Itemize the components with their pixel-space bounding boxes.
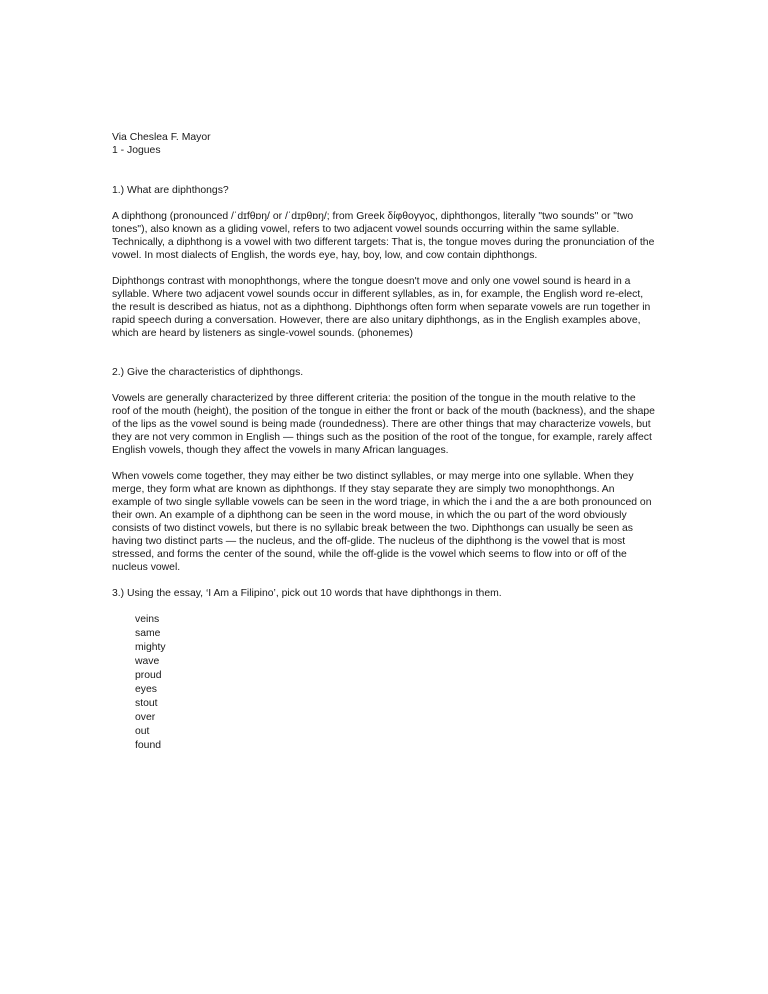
question-2: 2.) Give the characteristics of diphthongs. xyxy=(112,367,304,378)
answer-1-paragraph-2: Diphthongs contrast with monophthongs, where the tongue doesn't move and only one vowel sound is heard in a syllable. Where two adjacent vowel sounds occur in different syllables, as in, for example, the English word re-elect, the result is described as hiatus, not as a diphthong. Diphthongs often form when separate vowels are run together in rapid speech during a conversation. However, there are also unitary diphthongs, as in the English examples above, which are heard by listeners as single-vowel sounds. (phonemes) xyxy=(112,276,651,339)
list-item: found xyxy=(135,740,162,751)
list-item: mighty xyxy=(135,642,166,653)
spacer xyxy=(112,157,656,184)
document-page xyxy=(112,131,656,753)
list-item: stout xyxy=(135,698,158,709)
spacer xyxy=(112,197,656,210)
spacer xyxy=(112,340,656,366)
spacer xyxy=(112,574,656,587)
list-item: veins xyxy=(135,614,160,625)
list-item: out xyxy=(135,726,150,737)
list-item: wave xyxy=(135,656,160,667)
list-item: same xyxy=(135,628,161,639)
answer-2-paragraph-1: Vowels are generally characterized by three different criteria: the position of the tongue in the mouth relative to the roof of the mouth (height), the position of the tongue in either the front or back of the mouth (backness), and the shape of the lips as the vowel sound is being made (roundedness). There are other things that may characterize vowels, but they are not very common in English — things such as the position of the root of the tongue, for example, rarely affect English vowels, though they affect the vowels in many African languages. xyxy=(112,393,655,456)
list-item: eyes xyxy=(135,684,157,695)
spacer xyxy=(112,379,656,392)
section-label: 1 - Jogues xyxy=(112,145,161,156)
spacer xyxy=(112,600,656,613)
question-1: 1.) What are diphthongs? xyxy=(112,185,229,196)
question-3: 3.) Using the essay, ‘I Am a Filipino’, pick out 10 words that have diphthongs in them. xyxy=(112,588,502,599)
author-name: Via Cheslea F. Mayor xyxy=(112,132,211,143)
list-item: proud xyxy=(135,670,162,681)
diphthong-word-list xyxy=(112,613,656,753)
spacer xyxy=(112,262,656,275)
spacer xyxy=(112,457,656,470)
answer-2-paragraph-2: When vowels come together, they may either be two distinct syllables, or may merge into one syllable. When they merge, they form what are known as diphthongs. If they stay separate they are simply two monophthongs. An example of two single syllable vowels can be seen in the word triage, in which the i and the a are both pronounced on their own. An example of a diphthong can be seen in the word mouse, in which the ou part of the word obviously consists of two distinct vowels, but there is no syllabic break between the two. Diphthongs can usually be seen as having two distinct parts — the nucleus, and the off-glide. The nucleus of the diphthong is the vowel that is most stressed, and forms the center of the sound, while the off-glide is the vowel which seems to flow into or off of the nucleus vowel. xyxy=(112,471,652,573)
answer-1-paragraph-1: A diphthong (pronounced /ˈdɪfθɒŋ/ or /ˈdɪpθɒŋ/; from Greek δίφθογγος, diphthongos, literally "two sounds" or "two tones"), also known as a gliding vowel, refers to two adjacent vowel sounds occurring within the same syllable. Technically, a diphthong is a vowel with two different targets: That is, the tongue moves during the pronunciation of the vowel. In most dialects of English, the words eye, hay, boy, low, and cow contain diphthongs. xyxy=(112,211,655,261)
list-item: over xyxy=(135,712,156,723)
